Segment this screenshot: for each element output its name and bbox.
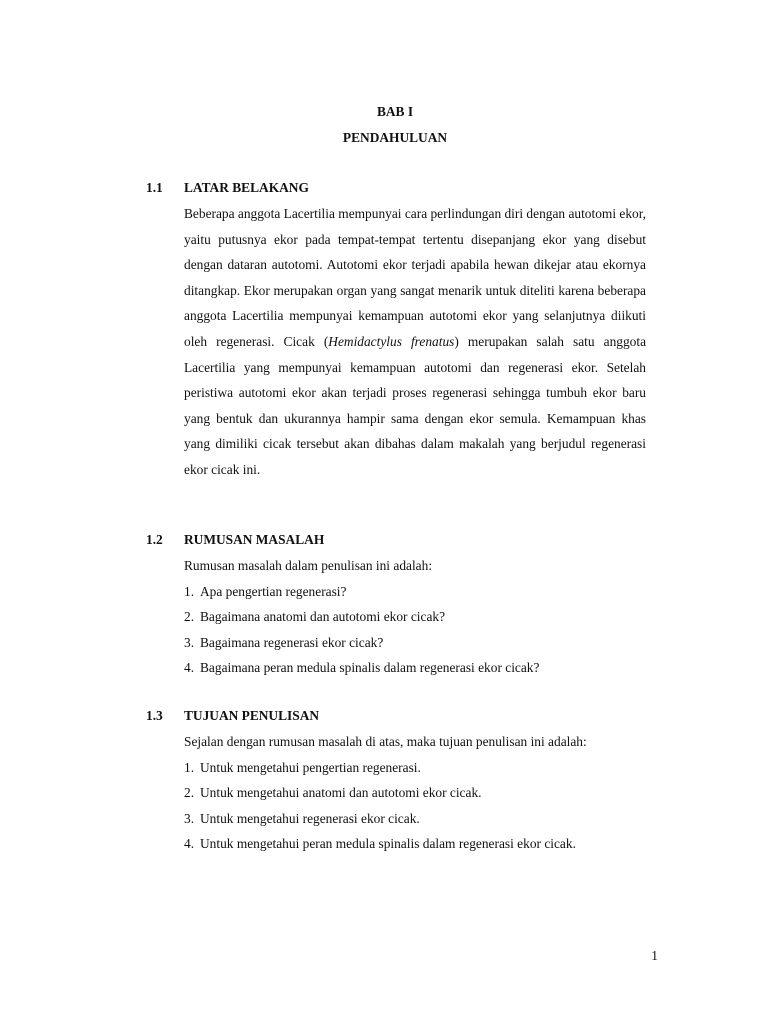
section-body <box>184 553 646 681</box>
list-item-number: 1. <box>184 583 195 599</box>
numbered-list <box>184 579 646 681</box>
list-item <box>184 831 646 857</box>
list-item-number: 4. <box>184 836 195 852</box>
list-item-number: 3. <box>184 810 195 826</box>
list-item <box>184 806 646 832</box>
list-item <box>184 604 646 630</box>
list-item <box>184 579 646 605</box>
section-body <box>184 729 646 857</box>
list-item-number: 3. <box>184 634 195 650</box>
list-item <box>184 755 646 781</box>
chapter-number: BAB I <box>376 104 414 119</box>
section-rumusan-masalah <box>146 530 646 681</box>
section-title: LATAR BELAKANG <box>184 180 309 195</box>
list-item-text: Untuk mengetahui anatomi dan autotomi ekor cicak. <box>200 785 482 801</box>
list-item-text: Untuk mengetahui regenerasi ekor cicak. <box>200 810 420 826</box>
page-number: 1 <box>651 948 658 963</box>
list-item-text: Bagaimana peran medula spinalis dalam regenerasi ekor cicak? <box>200 660 540 676</box>
paragraph-text: ) merupakan salah satu anggota Lacertilia yang mempunyai kemampuan autotomi dan regenerasi ekor. Setelah peristiwa autotomi ekor akan terjadi proses regenerasi sehingga tumbuh ekor baru yang bentuk dan ukurannya hampir sama dengan ekor semula. Kemampuan khas yang dimiliki cicak tersebut akan dibahas dalam makalah yang berjudul regenerasi ekor cicak ini. <box>184 333 647 477</box>
list-item-number: 1. <box>184 759 195 775</box>
list-item <box>184 655 646 681</box>
section-body <box>184 201 646 483</box>
paragraph-text: Beberapa anggota Lacertilia mempunyai cara perlindungan diri dengan autotomi ekor, yaitu putusnya ekor pada tempat-tempat tertentu disepanjang ekor yang disebut dengan dataran autotomi. Autotomi ekor terjadi apabila hewan dikejar atau ekornya ditangkap. Ekor merupakan organ yang sangat menarik untuk diteliti karena beberapa anggota Lacertilia mempunyai kemampuan autotomi ekor yang selanjutnya diikuti oleh regenerasi. Cicak ( <box>184 206 647 349</box>
species-name: Hemidactylus frenatus <box>328 333 455 349</box>
list-item-text: Untuk mengetahui pengertian regenerasi. <box>200 759 421 775</box>
list-item-text: Untuk mengetahui peran medula spinalis dalam regenerasi ekor cicak. <box>200 836 576 852</box>
list-item-number: 4. <box>184 660 195 676</box>
list-intro: Rumusan masalah dalam penulisan ini adalah: <box>184 558 433 573</box>
list-item <box>184 630 646 656</box>
list-item-number: 2. <box>184 785 195 801</box>
list-item-number: 2. <box>184 609 195 625</box>
numbered-list <box>184 755 646 857</box>
section-tujuan-penulisan <box>146 706 646 857</box>
list-item-text: Apa pengertian regenerasi? <box>200 583 347 599</box>
section-number: 1.2 <box>146 532 163 547</box>
list-item-text: Bagaimana anatomi dan autotomi ekor cicak? <box>200 609 446 625</box>
list-item <box>184 780 646 806</box>
section-latar-belakang <box>146 178 646 483</box>
section-title: TUJUAN PENULISAN <box>184 708 320 723</box>
list-item-text: Bagaimana regenerasi ekor cicak? <box>200 634 384 650</box>
section-title: RUMUSAN MASALAH <box>184 532 325 547</box>
section-number: 1.3 <box>146 708 163 723</box>
section-number: 1.1 <box>146 180 163 195</box>
paragraph <box>184 201 646 483</box>
chapter-title: PENDAHULUAN <box>342 130 448 145</box>
list-intro: Sejalan dengan rumusan masalah di atas, maka tujuan penulisan ini adalah: <box>184 734 587 749</box>
